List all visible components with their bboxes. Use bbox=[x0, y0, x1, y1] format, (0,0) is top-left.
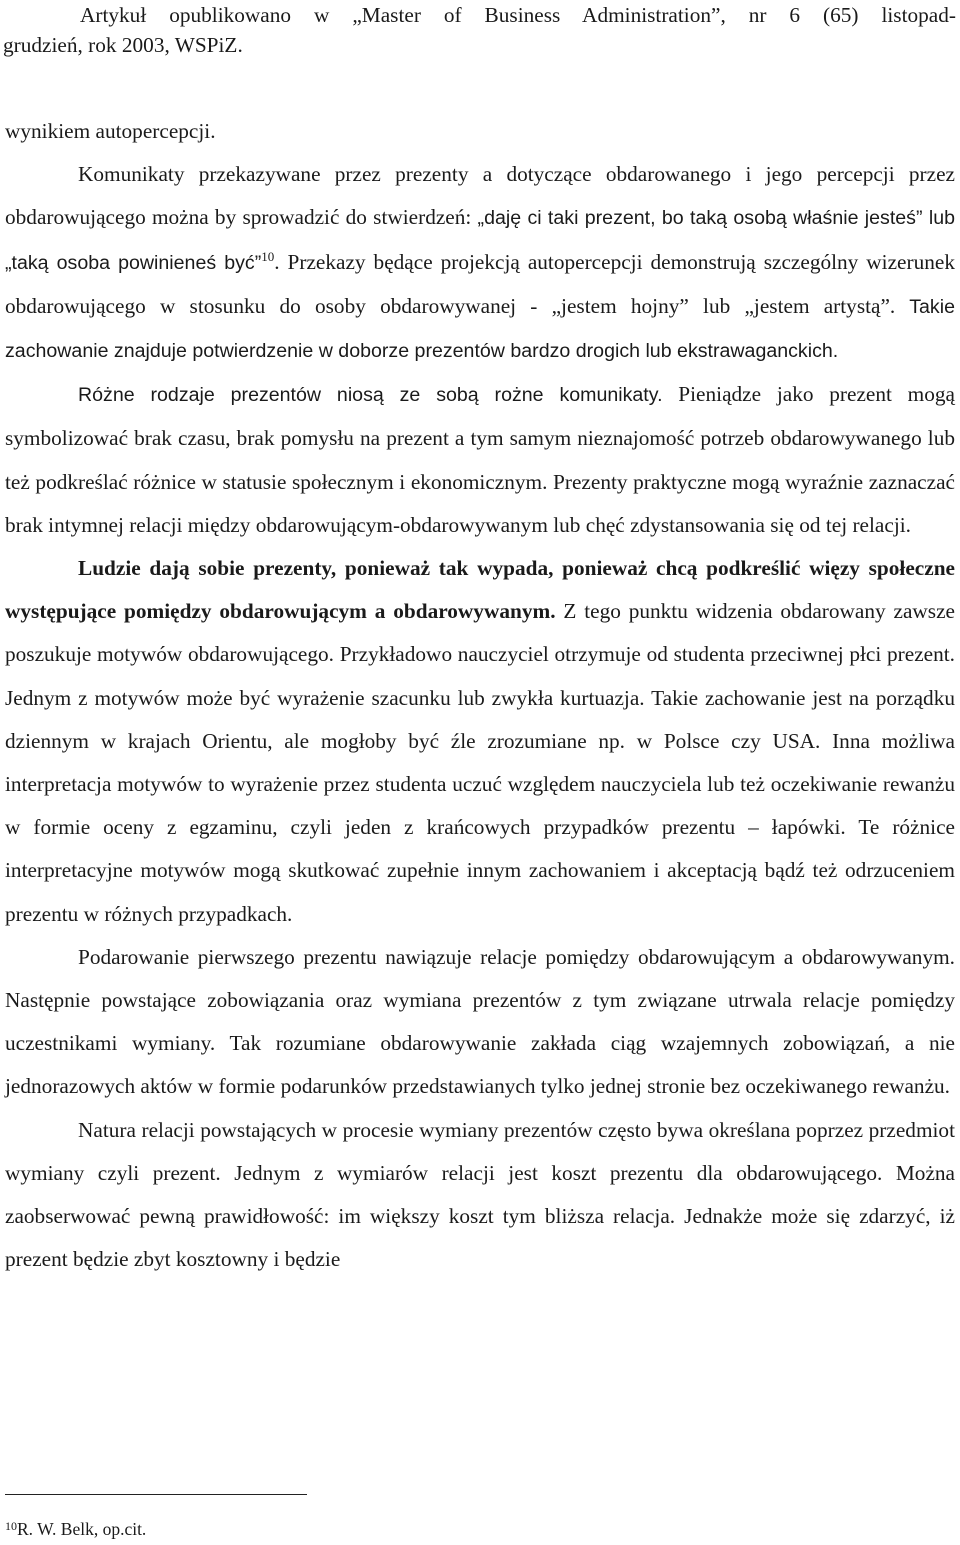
bold-thesis: Ludzie dają sobie prezenty, ponieważ tak wypada, ponieważ chcą podkreślić więzy społeczne występujące pomiędzy obdarowującym a obdarowywanym. bbox=[5, 556, 955, 624]
footnote-text: R. W. Belk, op.cit. bbox=[17, 1519, 147, 1539]
paragraph-communications: Komunikaty przekazywane przez prezenty a dotyczące obdarowanego i jego percepcji przez obdarowującego można by sprowadzić do stwierdzeń: „daję ci taki prezent, bo taką osobą właśnie jesteś” lub „taką osoba powinieneś być”$^{10}$. Przekazy będące projekcją autopercepcji demonstrują szczególny wizerunek obdarowującego w stosunku do osoby obdarowywanej - „jestem hojny” lub „jestem artystą”. Takie zachowanie znajduje potwierdzenie w doborze prezentów bardzo drogich lub ekstrawaganckich. bbox=[5, 162, 955, 363]
footnote-separator bbox=[5, 1494, 307, 1495]
paragraph-relations: Podarowanie pierwszego prezentu nawiązuje relacje pomiędzy obdarowującym a obdarowywanym. Następnie powstające zobowiązania oraz wymiana prezentów z tym związane utrwala relacje pomiędzy uczestnikami wymiany. Tak rozumiane obdarowywanie zakłada ciąg wzajemnych zobowiązań, a nie jednorazowych aktów w formie podarunków przedstawianych tylko jednej stronie bez oczekiwanego rewanżu. bbox=[5, 944, 955, 1099]
publication-note-line-2: grudzień, rok 2003, WSPiZ. bbox=[3, 33, 243, 57]
paragraph-cost: Natura relacji powstających w procesie wymiany prezentów często bywa określana poprzez przedmiot wymiany czyli prezent. Jednym z wymiarów relacji jest koszt prezentu dla obdarowującego. Można zaobserwować pewną prawidłowość: im większy koszt tym bliższa relacja. Jednakże może się zdarzyć, iż prezent będzie zbyt kosztowny i będzie bbox=[5, 1117, 956, 1272]
publication-note-line-1: Artykuł opublikowano w „Master of Business Administration”, nr 6 (65) listopad- bbox=[80, 3, 956, 27]
sans-fragment: Różne rodzaje prezentów niosą ze sobą rożne komunikaty. bbox=[78, 384, 663, 407]
footnote bbox=[5, 1518, 146, 1540]
paragraph-gift-types: Różne rodzaje prezentów niosą ze sobą rożne komunikaty. Pieniądze jako prezent mogą symbolizować brak czasu, brak pomysłu na prezent a tym samym nieznajomość potrzeb obdarowywanego lub też podkreślać różnice w statusie społecznym i ekonomicznym. Prezenty praktyczne mogą wyraźnie zaznaczać brak intymnej relacji między obdarowującym-obdarowywanym lub chęć zdystansowania się od tej relacji. bbox=[5, 382, 955, 537]
footnote-reference: 10 bbox=[261, 248, 275, 264]
paragraph-continuation: wynikiem autopercepcji. bbox=[5, 119, 216, 143]
publication-note bbox=[3, 0, 956, 60]
paragraph-motives: Ludzie dają sobie prezenty, ponieważ tak wypada, ponieważ chcą podkreślić więzy społeczne występujące pomiędzy obdarowującym a obdarowywanym. Z tego punktu widzenia obdarowany zawsze poszukuje motywów obdarowującego. Przykładowo nauczyciel otrzymuje od studenta przeciwnej płci prezent. Jednym z motywów może być wyrażenie szacunku lub zwykła kurtuazja. Takie zachowanie jest na porządku dziennym w krajach Orientu, ale mogłoby być źle zrozumiane np. w Polsce czy USA. Inna możliwa interpretacja motywów to wyrażenie przez studenta uczuć względem nauczyciela lub też oczekiwanie rewanżu w formie oceny z egzaminu, czyli jeden z krańcowych przypadków prezentu – łapówki. Te różnice interpretacyjne motywów mogą skutkować zupełnie innym zachowaniem i akceptacją bądź też odrzuceniem prezentu w różnych przypadkach. bbox=[5, 556, 955, 926]
footnote-number: 10 bbox=[5, 1519, 17, 1533]
sans-fragment: Takie zachowanie znajduje potwierdzenie w doborze prezentów bardzo drogich lub ekstrawaganckich. bbox=[5, 295, 955, 363]
article-body bbox=[5, 110, 955, 1281]
quoted-statements: „daję ci taki prezent, bo taką osobą właśnie jesteś” lub „taką osoba powinieneś być” bbox=[5, 207, 955, 274]
